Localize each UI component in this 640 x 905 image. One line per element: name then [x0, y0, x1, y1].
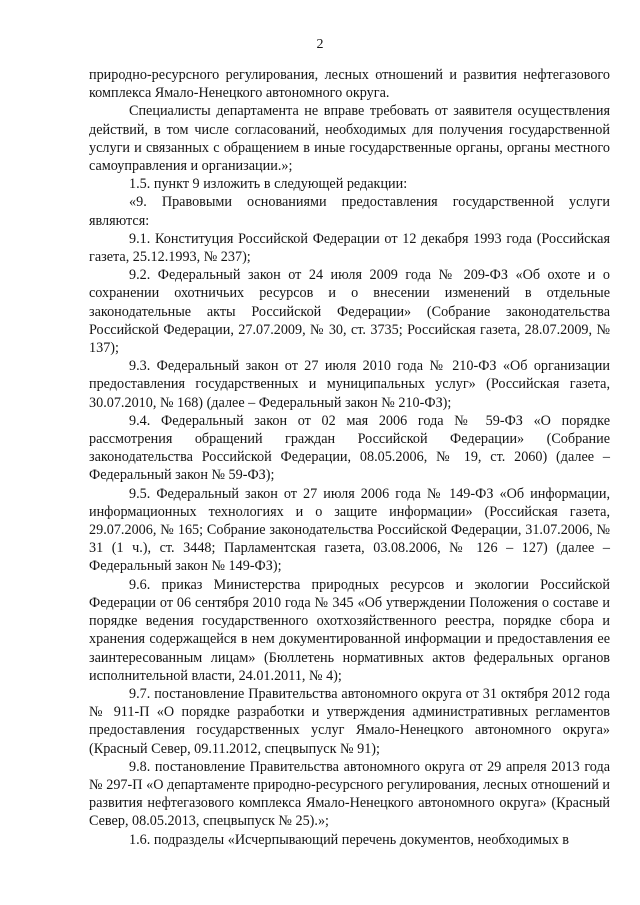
- paragraph: 9.7. постановление Правительства автономного округа от 31 октября 2012 года № 911-П «О порядке разработки и утверждения административных регламентов предоставления государственных услуг Ямало-Ненецкого автономного округа» (Красный Север, 09.11.2012, спецвыпуск № 91);: [89, 685, 610, 757]
- paragraph: Специалисты департамента не вправе требовать от заявителя осуществления действий, в том числе согласований, необходимых для получения государственной услуги и связанных с обращением в иные государственные органы, органы местного самоуправления и организации.»;: [89, 103, 610, 175]
- paragraph: 1.5. пункт 9 изложить в следующей редакции:: [129, 176, 408, 193]
- paragraph: 9.2. Федеральный закон от 24 июля 2009 года № 209-ФЗ «Об охоте и о сохранении охотничьих ресурсов и о внесении изменений в отдельные законодательные акты Российской Федерации» (Собрание законодательства Российской Федерации, 27.07.2009, № 30, ст. 3735; Российская газета, 28.07.2009, № 137);: [89, 267, 610, 357]
- paragraph: 1.6. подразделы «Исчерпывающий перечень документов, необходимых в: [129, 831, 570, 848]
- paragraph: 9.3. Федеральный закон от 27 июля 2010 года № 210-ФЗ «Об организации предоставления государственных и муниципальных услуг» (Российская газета, 30.07.2010, № 168) (далее – Федеральный закон № 210-ФЗ);: [89, 358, 610, 411]
- paragraph: «9. Правовыми основаниями предоставления государственной услуги являются:: [89, 194, 610, 229]
- paragraph: 9.1. Конституция Российской Федерации от 12 декабря 1993 года (Российская газета, 25.12.1993, № 237);: [89, 230, 610, 266]
- paragraph: 9.6. приказ Министерства природных ресурсов и экологии Российской Федерации от 06 сентября 2010 года № 345 «Об утверждении Положения о составе и порядке ведения государственного охотхозяйственного реестра, порядке сбора и хранения содержащейся в нем документированной информации и предоставления ее заинтересованным лицам» (Бюллетень нормативных актов федеральных органов исполнительной власти, 24.01.2011, № 4);: [89, 576, 610, 684]
- paragraph: 9.4. Федеральный закон от 02 мая 2006 года № 59-ФЗ «О порядке рассмотрения обращений граждан Российской Федерации» (Собрание законодательства Российской Федерации, 08.05.2006, № 19, ст. 2060) (далее – Федеральный закон № 59-ФЗ);: [89, 412, 610, 484]
- document-body: [89, 66, 610, 849]
- paragraph: 9.8. постановление Правительства автономного округа от 29 апреля 2013 года № 297-П «О департаменте природно-ресурсного регулирования, лесных отношений и развития нефтегазового комплекса Ямало-Ненецкого автономного округа» (Красный Север, 08.05.2013, спецвыпуск № 25).»;: [89, 758, 610, 830]
- paragraph: природно-ресурсного регулирования, лесных отношений и развития нефтегазового комплекса Ямало-Ненецкого автономного округа.: [89, 67, 610, 102]
- page-number: 2: [316, 37, 324, 52]
- paragraph: 9.5. Федеральный закон от 27 июля 2006 года № 149-ФЗ «Об информации, информационных технологиях и о защите информации» (Российская газета, 29.07.2006, № 165; Собрание законодательства Российской Федерации, 31.07.2006, № 31 (1 ч.), ст. 3448; Парламентская газета, 03.08.2006, № 126 – 127) (далее – Федеральный закон № 149-ФЗ);: [89, 485, 610, 575]
